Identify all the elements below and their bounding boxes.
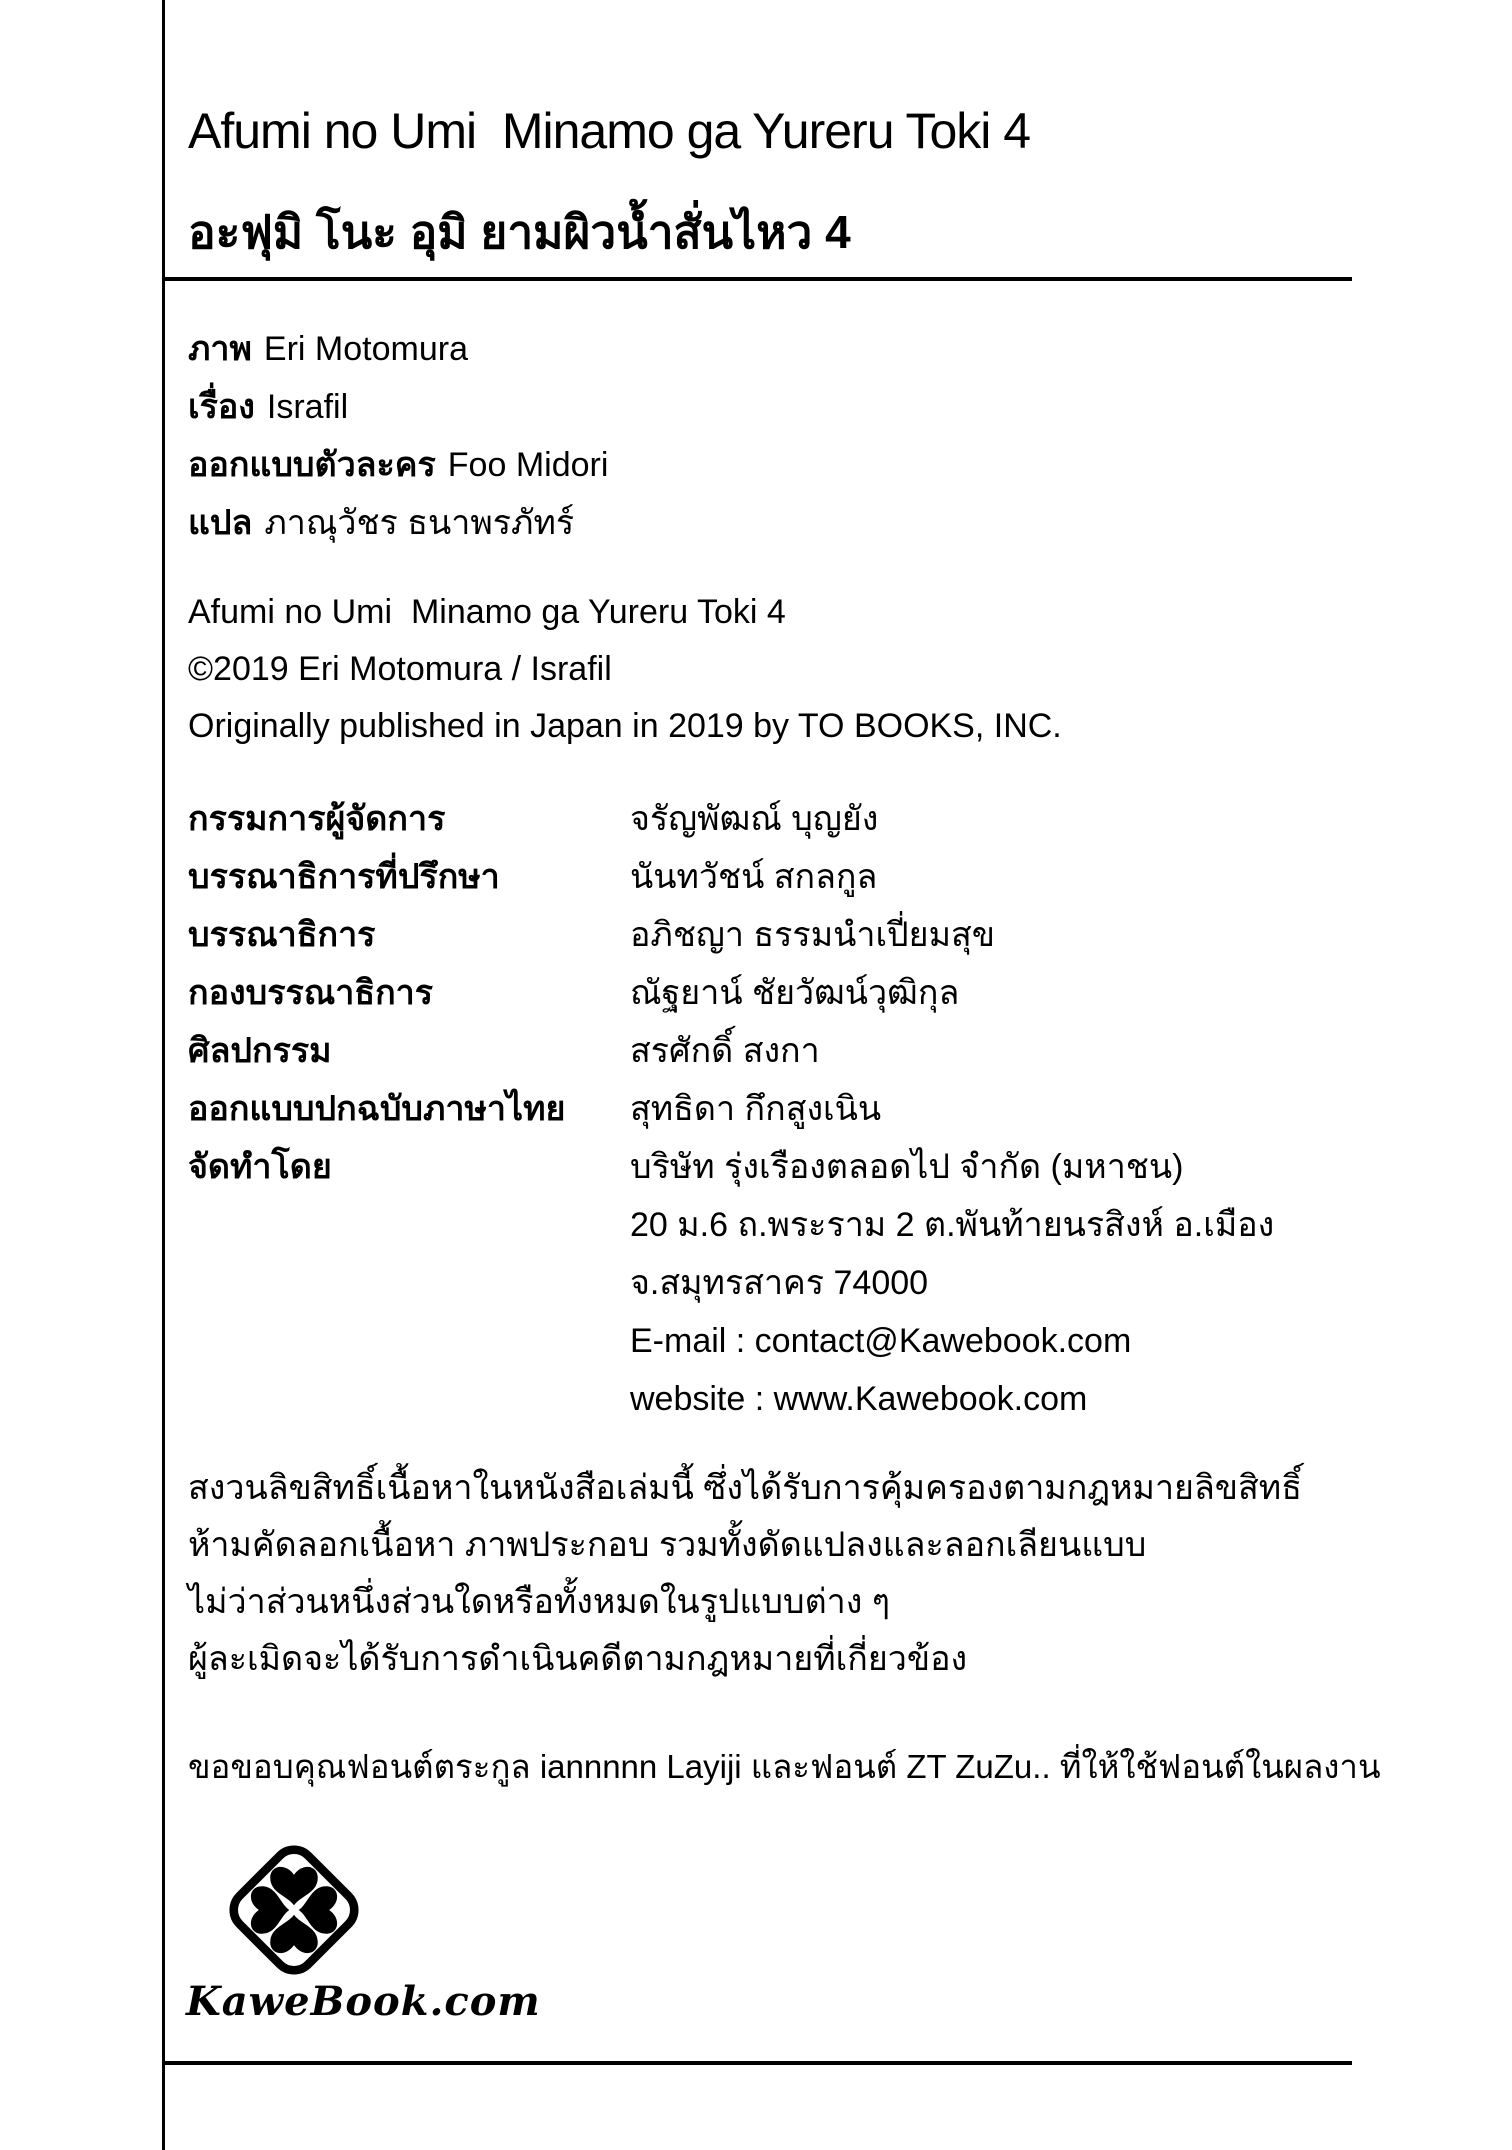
staff-row	[188, 848, 1274, 906]
left-margin-line	[162, 0, 165, 2150]
kawebook-logo-text: KaweBook.com	[186, 1978, 541, 2025]
publisher-website-row	[188, 1370, 1274, 1428]
legal-line: สงวนลิขสิทธิ์เนื้อหาในหนังสือเล่มนี้ ซึ่งได้รับการคุ้มครองตามกฎหมายลิขสิทธิ์	[188, 1469, 1302, 1507]
font-acknowledgement: ขอขอบคุณฟอนต์ตระกูล iannnnn Layiji และฟอนต์ ZT ZuZu.. ที่ให้ใช้ฟอนต์ในผลงาน	[188, 1748, 1381, 1785]
staff-role: กองบรรณาธิการ	[188, 974, 434, 1012]
staff-section	[188, 790, 1274, 1428]
credit-label: ออกแบบตัวละคร	[188, 446, 436, 484]
logo-diamond-frame	[225, 1841, 362, 1978]
credit-value: Israfil	[266, 388, 349, 426]
credit-label: ภาพ	[188, 330, 252, 368]
credit-value: Eri Motomura	[263, 330, 468, 368]
staff-name: สรศักดิ์ สงกา	[630, 1032, 820, 1070]
staff-name: บริษัท รุ่งเรืองตลอดไป จำกัด (มหาชน)	[630, 1148, 1184, 1186]
publisher-address-row	[188, 1254, 1274, 1312]
staff-name: ณัฐยาน์ ชัยวัฒน์วุฒิกุล	[630, 974, 960, 1012]
legal-line: ผู้ละเมิดจะได้รับการดำเนินคดีตามกฎหมายที่เกี่ยวข้อง	[188, 1640, 968, 1678]
credit-label: เรื่อง	[188, 388, 255, 426]
copyright-section	[188, 584, 1062, 755]
staff-row	[188, 1022, 1274, 1080]
original-publisher-line: Originally published in Japan in 2019 by TO BOOKS, INC.	[188, 707, 1062, 745]
publisher-address-line: จ.สมุทรสาคร 74000	[630, 1264, 929, 1302]
staff-role: บรรณาธิการ	[188, 916, 376, 954]
staff-row	[188, 790, 1274, 848]
staff-row	[188, 906, 1274, 964]
staff-name: นันทวัชน์ สกลกูล	[630, 858, 878, 896]
staff-name: จรัญพัฒณ์ บุญยัง	[630, 800, 879, 838]
credit-row-translator	[188, 494, 608, 552]
credits-section	[188, 320, 608, 552]
staff-role	[188, 1370, 630, 1428]
header-divider-line	[163, 277, 1352, 281]
publisher-website: website : www.Kawebook.com	[630, 1380, 1088, 1418]
publisher-address-row	[188, 1196, 1274, 1254]
staff-row	[188, 964, 1274, 1022]
credit-value: ภาณุวัชร ธนาพรภัทร์	[264, 504, 575, 542]
credit-row-character-design	[188, 436, 608, 494]
staff-role	[188, 1254, 630, 1312]
logo-heart-clover	[251, 1867, 337, 1953]
staff-role: กรรมการผู้จัดการ	[188, 800, 446, 838]
copyright-holder-line: ©2019 Eri Motomura / Israfil	[188, 650, 612, 688]
legal-line: ไม่ว่าส่วนหนึ่งส่วนใดหรือทั้งหมดในรูปแบบต่าง ๆ	[188, 1583, 891, 1621]
legal-line: ห้ามคัดลอกเนื้อหา ภาพประกอบ รวมทั้งดัดแปลงและลอกเลียนแบบ	[188, 1526, 1147, 1564]
credit-value: Foo Midori	[447, 446, 609, 484]
footer-divider-line	[163, 2061, 1352, 2065]
staff-role	[188, 1312, 630, 1370]
kawebook-logo-icon	[218, 1834, 370, 1986]
credit-label: แปล	[188, 504, 253, 542]
staff-role: จัดทำโดย	[188, 1148, 332, 1186]
book-title-english: Afumi no Umi Minamo ga Yureru Toki 4	[188, 103, 1031, 159]
publisher-email-row	[188, 1312, 1274, 1370]
staff-row	[188, 1080, 1274, 1138]
legal-notice-section	[188, 1460, 1302, 1688]
staff-row	[188, 1138, 1274, 1196]
copyright-title-line: Afumi no Umi Minamo ga Yureru Toki 4	[188, 593, 786, 631]
credit-row-art	[188, 320, 608, 378]
staff-role: บรรณาธิการที่ปรึกษา	[188, 858, 500, 896]
publisher-address-line: 20 ม.6 ถ.พระราม 2 ต.พันท้ายนรสิงห์ อ.เมือง	[630, 1206, 1275, 1244]
staff-name: อภิชญา ธรรมนำเปี่ยมสุข	[630, 916, 995, 954]
staff-role: ออกแบบปกฉบับภาษาไทย	[188, 1090, 566, 1128]
book-title-thai: อะฟุมิ โนะ อุมิ ยามผิวน้ำสั่นไหว 4	[188, 206, 851, 258]
publisher-email: E-mail : contact@Kawebook.com	[630, 1322, 1132, 1360]
staff-role: ศิลปกรรม	[188, 1032, 332, 1070]
credit-row-story	[188, 378, 608, 436]
staff-role	[188, 1196, 630, 1254]
staff-name: สุทธิดา กึกสูงเนิน	[630, 1090, 882, 1128]
